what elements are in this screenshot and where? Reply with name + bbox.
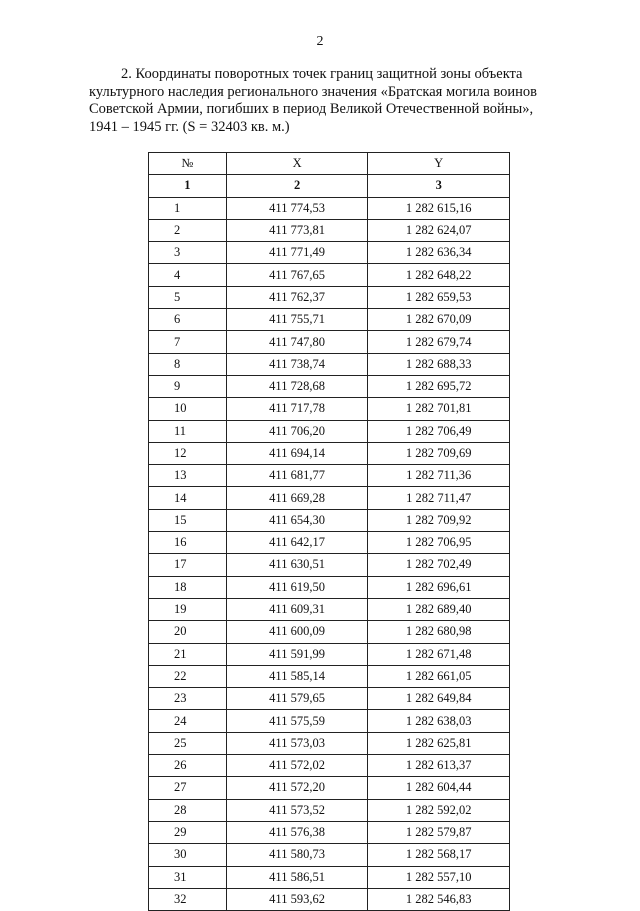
table-row <box>149 420 510 442</box>
point-number-cell: 9 <box>149 375 227 397</box>
y-coordinate-cell: 1 282 649,84 <box>368 688 510 710</box>
x-coordinate-cell: 411 654,30 <box>226 509 368 531</box>
x-coordinate-cell: 411 747,80 <box>226 331 368 353</box>
table-row <box>149 465 510 487</box>
x-coordinate-cell: 411 717,78 <box>226 398 368 420</box>
y-coordinate-cell: 1 282 701,81 <box>368 398 510 420</box>
y-coordinate-cell: 1 282 592,02 <box>368 799 510 821</box>
table-row <box>149 710 510 732</box>
table-row <box>149 286 510 308</box>
point-number-cell: 11 <box>149 420 227 442</box>
point-number-cell: 19 <box>149 598 227 620</box>
table-row <box>149 643 510 665</box>
y-coordinate-cell: 1 282 709,69 <box>368 442 510 464</box>
y-coordinate-cell: 1 282 604,44 <box>368 777 510 799</box>
coordinates-table <box>148 152 510 911</box>
y-coordinate-cell: 1 282 695,72 <box>368 375 510 397</box>
point-number-cell: 32 <box>149 888 227 910</box>
table-row <box>149 398 510 420</box>
point-number-cell: 20 <box>149 621 227 643</box>
heading-line: 2. Координаты поворотных точек границ защитной зоны объекта <box>121 66 523 82</box>
point-number-cell: 25 <box>149 732 227 754</box>
x-coordinate-cell: 411 762,37 <box>226 286 368 308</box>
table-row <box>149 844 510 866</box>
y-coordinate-cell: 1 282 711,47 <box>368 487 510 509</box>
x-coordinate-cell: 411 619,50 <box>226 576 368 598</box>
table-row <box>149 576 510 598</box>
table-row <box>149 509 510 531</box>
table-row <box>149 621 510 643</box>
point-number-cell: 1 <box>149 197 227 219</box>
y-coordinate-cell: 1 282 702,49 <box>368 554 510 576</box>
x-coordinate-cell: 411 694,14 <box>226 442 368 464</box>
y-coordinate-cell: 1 282 661,05 <box>368 665 510 687</box>
point-number-cell: 17 <box>149 554 227 576</box>
y-coordinate-cell: 1 282 706,95 <box>368 532 510 554</box>
x-coordinate-cell: 411 591,99 <box>226 643 368 665</box>
y-coordinate-cell: 1 282 648,22 <box>368 264 510 286</box>
column-number-row <box>149 175 510 197</box>
y-coordinate-cell: 1 282 579,87 <box>368 821 510 843</box>
point-number-cell: 22 <box>149 665 227 687</box>
x-coordinate-cell: 411 586,51 <box>226 866 368 888</box>
heading-line: культурного наследия регионального значения «Братская могила воинов <box>89 83 538 100</box>
x-coordinate-cell: 411 728,68 <box>226 375 368 397</box>
point-number-cell: 14 <box>149 487 227 509</box>
x-coordinate-cell: 411 593,62 <box>226 888 368 910</box>
x-coordinate-cell: 411 771,49 <box>226 242 368 264</box>
x-coordinate-cell: 411 773,81 <box>226 219 368 241</box>
table-row <box>149 309 510 331</box>
table-row <box>149 866 510 888</box>
point-number-cell: 4 <box>149 264 227 286</box>
y-coordinate-cell: 1 282 709,92 <box>368 509 510 531</box>
point-number-cell: 10 <box>149 398 227 420</box>
y-coordinate-cell: 1 282 659,53 <box>368 286 510 308</box>
table-row <box>149 732 510 754</box>
y-coordinate-cell: 1 282 711,36 <box>368 465 510 487</box>
table-row <box>149 777 510 799</box>
x-coordinate-cell: 411 580,73 <box>226 844 368 866</box>
point-number-cell: 7 <box>149 331 227 353</box>
table-row <box>149 353 510 375</box>
x-coordinate-cell: 411 669,28 <box>226 487 368 509</box>
x-coordinate-cell: 411 572,20 <box>226 777 368 799</box>
table-row <box>149 375 510 397</box>
y-coordinate-cell: 1 282 671,48 <box>368 643 510 665</box>
point-number-cell: 15 <box>149 509 227 531</box>
y-coordinate-cell: 1 282 680,98 <box>368 621 510 643</box>
point-number-cell: 31 <box>149 866 227 888</box>
y-coordinate-cell: 1 282 670,09 <box>368 309 510 331</box>
y-coordinate-cell: 1 282 557,10 <box>368 866 510 888</box>
y-coordinate-cell: 1 282 625,81 <box>368 732 510 754</box>
x-coordinate-cell: 411 755,71 <box>226 309 368 331</box>
point-number-cell: 30 <box>149 844 227 866</box>
y-coordinate-cell: 1 282 706,49 <box>368 420 510 442</box>
table-row <box>149 888 510 910</box>
x-coordinate-cell: 411 774,53 <box>226 197 368 219</box>
table-row <box>149 331 510 353</box>
point-number-cell: 16 <box>149 532 227 554</box>
point-number-cell: 27 <box>149 777 227 799</box>
point-number-cell: 3 <box>149 242 227 264</box>
x-coordinate-cell: 411 630,51 <box>226 554 368 576</box>
y-coordinate-cell: 1 282 613,37 <box>368 755 510 777</box>
table-row <box>149 598 510 620</box>
y-coordinate-cell: 1 282 638,03 <box>368 710 510 732</box>
x-coordinate-cell: 411 642,17 <box>226 532 368 554</box>
point-number-cell: 12 <box>149 442 227 464</box>
x-coordinate-cell: 411 575,59 <box>226 710 368 732</box>
table-row <box>149 554 510 576</box>
x-coordinate-cell: 411 573,03 <box>226 732 368 754</box>
point-number-cell: 5 <box>149 286 227 308</box>
table-row <box>149 487 510 509</box>
y-coordinate-cell: 1 282 636,34 <box>368 242 510 264</box>
header-number: № <box>149 153 227 175</box>
table-header-row <box>149 153 510 175</box>
point-number-cell: 23 <box>149 688 227 710</box>
point-number-cell: 24 <box>149 710 227 732</box>
section-heading <box>89 66 577 136</box>
y-coordinate-cell: 1 282 624,07 <box>368 219 510 241</box>
column-number: 2 <box>226 175 368 197</box>
table-row <box>149 442 510 464</box>
x-coordinate-cell: 411 579,65 <box>226 688 368 710</box>
table-row <box>149 755 510 777</box>
y-coordinate-cell: 1 282 689,40 <box>368 598 510 620</box>
page-number: 2 <box>316 34 324 49</box>
x-coordinate-cell: 411 681,77 <box>226 465 368 487</box>
point-number-cell: 29 <box>149 821 227 843</box>
y-coordinate-cell: 1 282 688,33 <box>368 353 510 375</box>
point-number-cell: 13 <box>149 465 227 487</box>
table-row <box>149 242 510 264</box>
x-coordinate-cell: 411 576,38 <box>226 821 368 843</box>
x-coordinate-cell: 411 609,31 <box>226 598 368 620</box>
y-coordinate-cell: 1 282 679,74 <box>368 331 510 353</box>
table-row <box>149 532 510 554</box>
table-row <box>149 264 510 286</box>
column-number: 3 <box>368 175 510 197</box>
x-coordinate-cell: 411 585,14 <box>226 665 368 687</box>
table-row <box>149 665 510 687</box>
heading-line: 1941 – 1945 гг. (S = 32403 кв. м.) <box>89 118 290 135</box>
table-row <box>149 197 510 219</box>
point-number-cell: 28 <box>149 799 227 821</box>
x-coordinate-cell: 411 767,65 <box>226 264 368 286</box>
point-number-cell: 21 <box>149 643 227 665</box>
x-coordinate-cell: 411 572,02 <box>226 755 368 777</box>
x-coordinate-cell: 411 600,09 <box>226 621 368 643</box>
header-x: X <box>226 153 368 175</box>
point-number-cell: 18 <box>149 576 227 598</box>
point-number-cell: 8 <box>149 353 227 375</box>
point-number-cell: 2 <box>149 219 227 241</box>
table-row <box>149 688 510 710</box>
header-y: Y <box>368 153 510 175</box>
heading-line: Советской Армии, погибших в период Великой Отечественной войны», <box>89 101 534 117</box>
point-number-cell: 26 <box>149 755 227 777</box>
x-coordinate-cell: 411 573,52 <box>226 799 368 821</box>
table-row <box>149 821 510 843</box>
table-row <box>149 219 510 241</box>
column-number: 1 <box>149 175 227 197</box>
y-coordinate-cell: 1 282 546,83 <box>368 888 510 910</box>
point-number-cell: 6 <box>149 309 227 331</box>
y-coordinate-cell: 1 282 568,17 <box>368 844 510 866</box>
table-row <box>149 799 510 821</box>
y-coordinate-cell: 1 282 696,61 <box>368 576 510 598</box>
x-coordinate-cell: 411 738,74 <box>226 353 368 375</box>
y-coordinate-cell: 1 282 615,16 <box>368 197 510 219</box>
x-coordinate-cell: 411 706,20 <box>226 420 368 442</box>
